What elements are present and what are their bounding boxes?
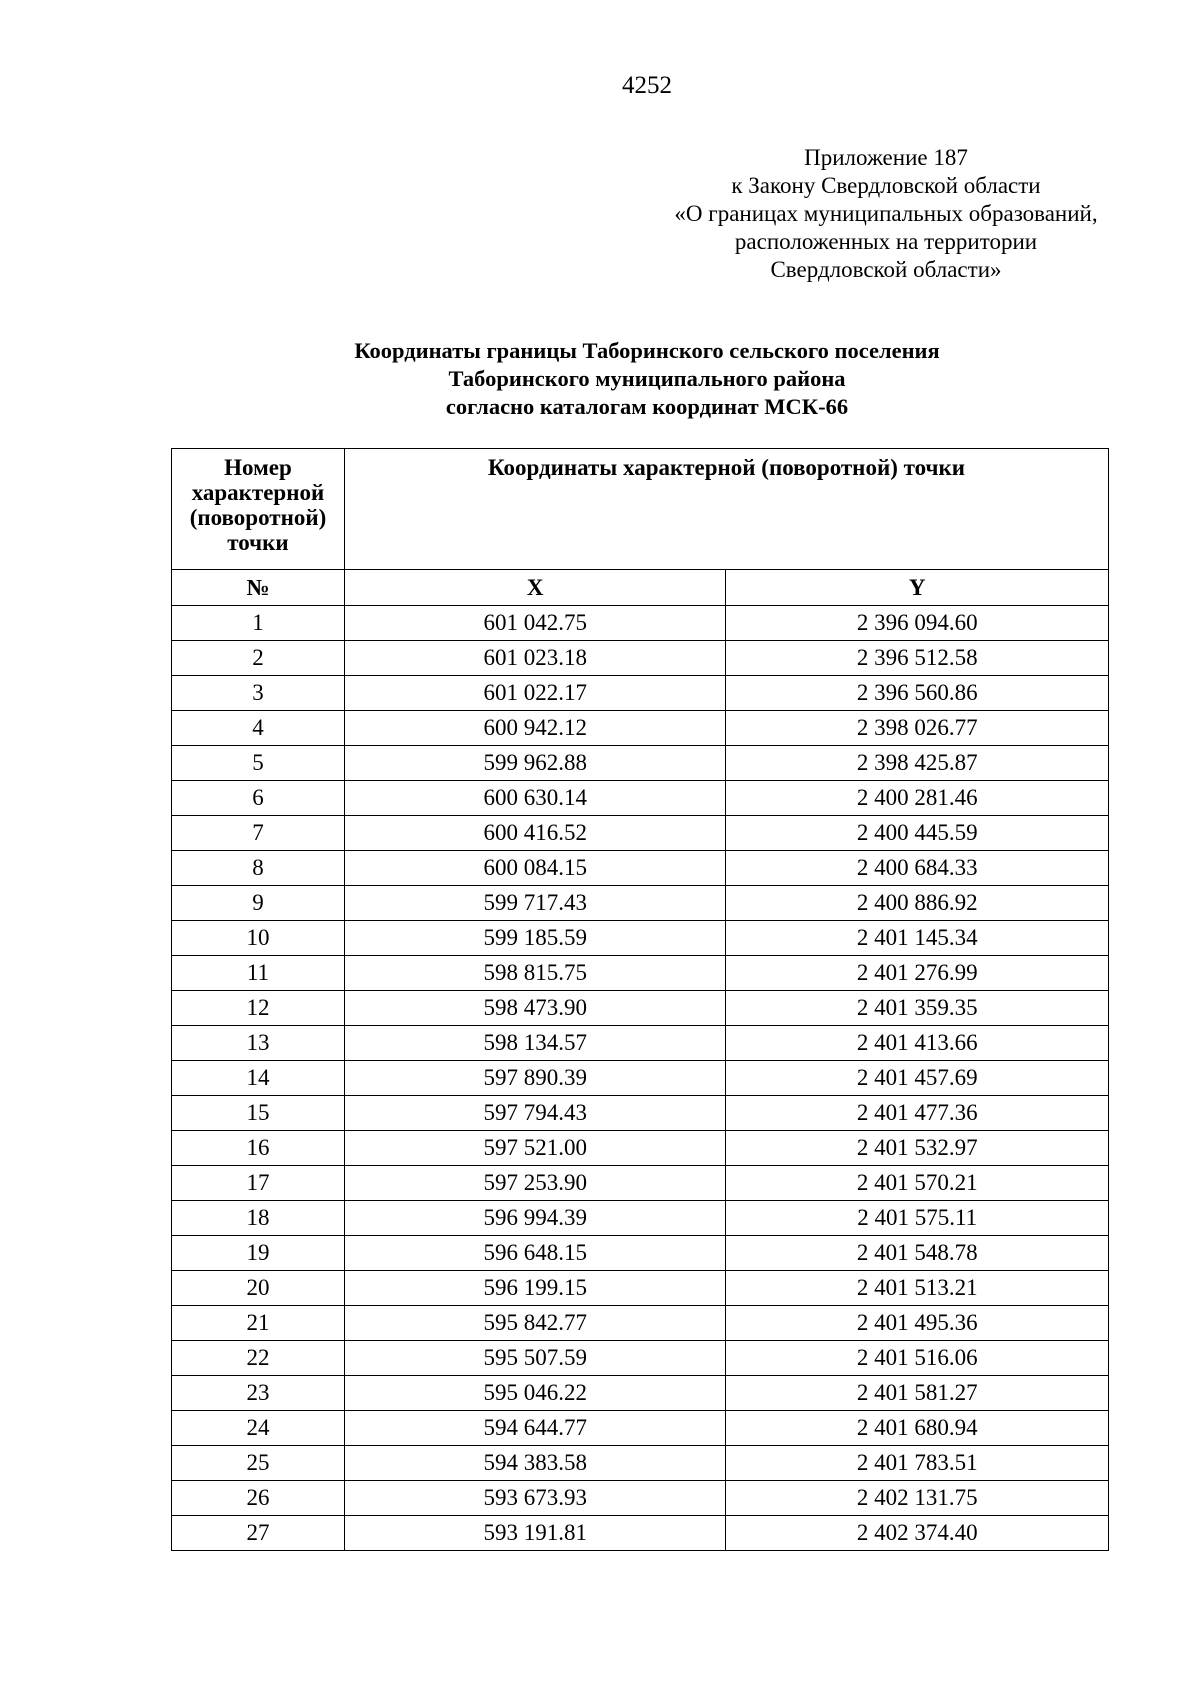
point-number-cell: 1 [172, 606, 345, 641]
y-cell: 2 396 094.60 [726, 606, 1109, 641]
x-cell: 598 134.57 [344, 1026, 726, 1061]
appendix-note [626, 144, 1146, 284]
table-row [172, 886, 1109, 921]
x-cell: 600 416.52 [344, 816, 726, 851]
title-line: согласно каталогам координат МСК-66 [445, 394, 849, 419]
table-row [172, 676, 1109, 711]
y-cell: 2 401 477.36 [726, 1096, 1109, 1131]
table-row [172, 1516, 1109, 1551]
point-number-cell: 6 [172, 781, 345, 816]
table-row [172, 1026, 1109, 1061]
x-cell: 597 794.43 [344, 1096, 726, 1131]
appendix-line: Приложение 187 [804, 145, 968, 170]
table-row [172, 1236, 1109, 1271]
table-row [172, 711, 1109, 746]
point-number-cell: 19 [172, 1236, 345, 1271]
table-row [172, 956, 1109, 991]
x-cell: 595 507.59 [344, 1341, 726, 1376]
table-row [172, 1481, 1109, 1516]
title-line: Координаты границы Таборинского сельского поселения [354, 338, 940, 363]
table-row [172, 641, 1109, 676]
x-cell: 596 994.39 [344, 1201, 726, 1236]
point-number-cell: 17 [172, 1166, 345, 1201]
y-cell: 2 396 560.86 [726, 676, 1109, 711]
point-number-cell: 20 [172, 1271, 345, 1306]
x-cell: 601 023.18 [344, 641, 726, 676]
header-coordinates: Координаты характерной (поворотной) точки [344, 449, 1108, 570]
coordinates-table [171, 448, 1109, 1551]
y-cell: 2 398 026.77 [726, 711, 1109, 746]
appendix-line: к Закону Свердловской области [731, 173, 1041, 198]
x-cell: 593 673.93 [344, 1481, 726, 1516]
point-number-cell: 22 [172, 1341, 345, 1376]
y-cell: 2 401 495.36 [726, 1306, 1109, 1341]
point-number-cell: 10 [172, 921, 345, 956]
x-cell: 596 648.15 [344, 1236, 726, 1271]
point-number-cell: 3 [172, 676, 345, 711]
table-row [172, 851, 1109, 886]
y-cell: 2 401 457.69 [726, 1061, 1109, 1096]
y-cell: 2 401 359.35 [726, 991, 1109, 1026]
x-cell: 601 042.75 [344, 606, 726, 641]
point-number-cell: 11 [172, 956, 345, 991]
point-number-cell: 8 [172, 851, 345, 886]
table-row [172, 1201, 1109, 1236]
y-cell: 2 401 575.11 [726, 1201, 1109, 1236]
table-row [172, 781, 1109, 816]
y-cell: 2 401 783.51 [726, 1446, 1109, 1481]
x-cell: 597 890.39 [344, 1061, 726, 1096]
x-cell: 593 191.81 [344, 1516, 726, 1551]
point-number-cell: 15 [172, 1096, 345, 1131]
table-row [172, 1271, 1109, 1306]
table-row [172, 606, 1109, 641]
table-row [172, 1376, 1109, 1411]
table-row [172, 1096, 1109, 1131]
y-cell: 2 401 145.34 [726, 921, 1109, 956]
y-cell: 2 401 581.27 [726, 1376, 1109, 1411]
title-line: Таборинского муниципального района [448, 366, 846, 391]
table-row [172, 991, 1109, 1026]
point-number-cell: 26 [172, 1481, 345, 1516]
point-number-cell: 2 [172, 641, 345, 676]
x-cell: 601 022.17 [344, 676, 726, 711]
table-body [172, 606, 1109, 1551]
x-cell: 600 630.14 [344, 781, 726, 816]
point-number-cell: 18 [172, 1201, 345, 1236]
x-cell: 600 942.12 [344, 711, 726, 746]
x-cell: 600 084.15 [344, 851, 726, 886]
point-number-cell: 21 [172, 1306, 345, 1341]
y-cell: 2 400 445.59 [726, 816, 1109, 851]
x-cell: 599 717.43 [344, 886, 726, 921]
appendix-line: «О границах муниципальных образований, [674, 201, 1098, 226]
point-number-cell: 27 [172, 1516, 345, 1551]
y-cell: 2 401 570.21 [726, 1166, 1109, 1201]
y-cell: 2 400 684.33 [726, 851, 1109, 886]
x-cell: 594 383.58 [344, 1446, 726, 1481]
table-row [172, 1131, 1109, 1166]
table-row [172, 1061, 1109, 1096]
point-number-cell: 16 [172, 1131, 345, 1166]
point-number-cell: 12 [172, 991, 345, 1026]
x-cell: 595 046.22 [344, 1376, 726, 1411]
point-number-cell: 4 [172, 711, 345, 746]
y-cell: 2 401 513.21 [726, 1271, 1109, 1306]
y-cell: 2 398 425.87 [726, 746, 1109, 781]
x-cell: 596 199.15 [344, 1271, 726, 1306]
y-cell: 2 402 131.75 [726, 1481, 1109, 1516]
point-number-cell: 23 [172, 1376, 345, 1411]
header-y: Y [726, 570, 1109, 606]
header-no: № [172, 570, 345, 606]
table-row [172, 1166, 1109, 1201]
table-row [172, 1306, 1109, 1341]
y-cell: 2 401 532.97 [726, 1131, 1109, 1166]
x-cell: 599 185.59 [344, 921, 726, 956]
header-point-number: Номер характерной (поворотной) точки [172, 449, 345, 570]
table-row [172, 1411, 1109, 1446]
x-cell: 595 842.77 [344, 1306, 726, 1341]
table-row [172, 1446, 1109, 1481]
header-x: X [344, 570, 726, 606]
table-row [172, 816, 1109, 851]
appendix-line: Свердловской области» [770, 257, 1002, 282]
point-number-cell: 7 [172, 816, 345, 851]
point-number-cell: 24 [172, 1411, 345, 1446]
y-cell: 2 396 512.58 [726, 641, 1109, 676]
y-cell: 2 401 413.66 [726, 1026, 1109, 1061]
y-cell: 2 402 374.40 [726, 1516, 1109, 1551]
x-cell: 598 815.75 [344, 956, 726, 991]
x-cell: 598 473.90 [344, 991, 726, 1026]
point-number-cell: 9 [172, 886, 345, 921]
y-cell: 2 400 281.46 [726, 781, 1109, 816]
point-number-cell: 5 [172, 746, 345, 781]
x-cell: 597 253.90 [344, 1166, 726, 1201]
page-number: 4252 [622, 72, 672, 99]
table-row [172, 1341, 1109, 1376]
table-row [172, 921, 1109, 956]
point-number-cell: 14 [172, 1061, 345, 1096]
y-cell: 2 401 680.94 [726, 1411, 1109, 1446]
x-cell: 597 521.00 [344, 1131, 726, 1166]
x-cell: 594 644.77 [344, 1411, 726, 1446]
y-cell: 2 401 548.78 [726, 1236, 1109, 1271]
x-cell: 599 962.88 [344, 746, 726, 781]
y-cell: 2 401 516.06 [726, 1341, 1109, 1376]
point-number-cell: 25 [172, 1446, 345, 1481]
y-cell: 2 401 276.99 [726, 956, 1109, 991]
table-row [172, 746, 1109, 781]
point-number-cell: 13 [172, 1026, 345, 1061]
document-title [0, 337, 1200, 421]
appendix-line: расположенных на территории [734, 229, 1038, 254]
y-cell: 2 400 886.92 [726, 886, 1109, 921]
